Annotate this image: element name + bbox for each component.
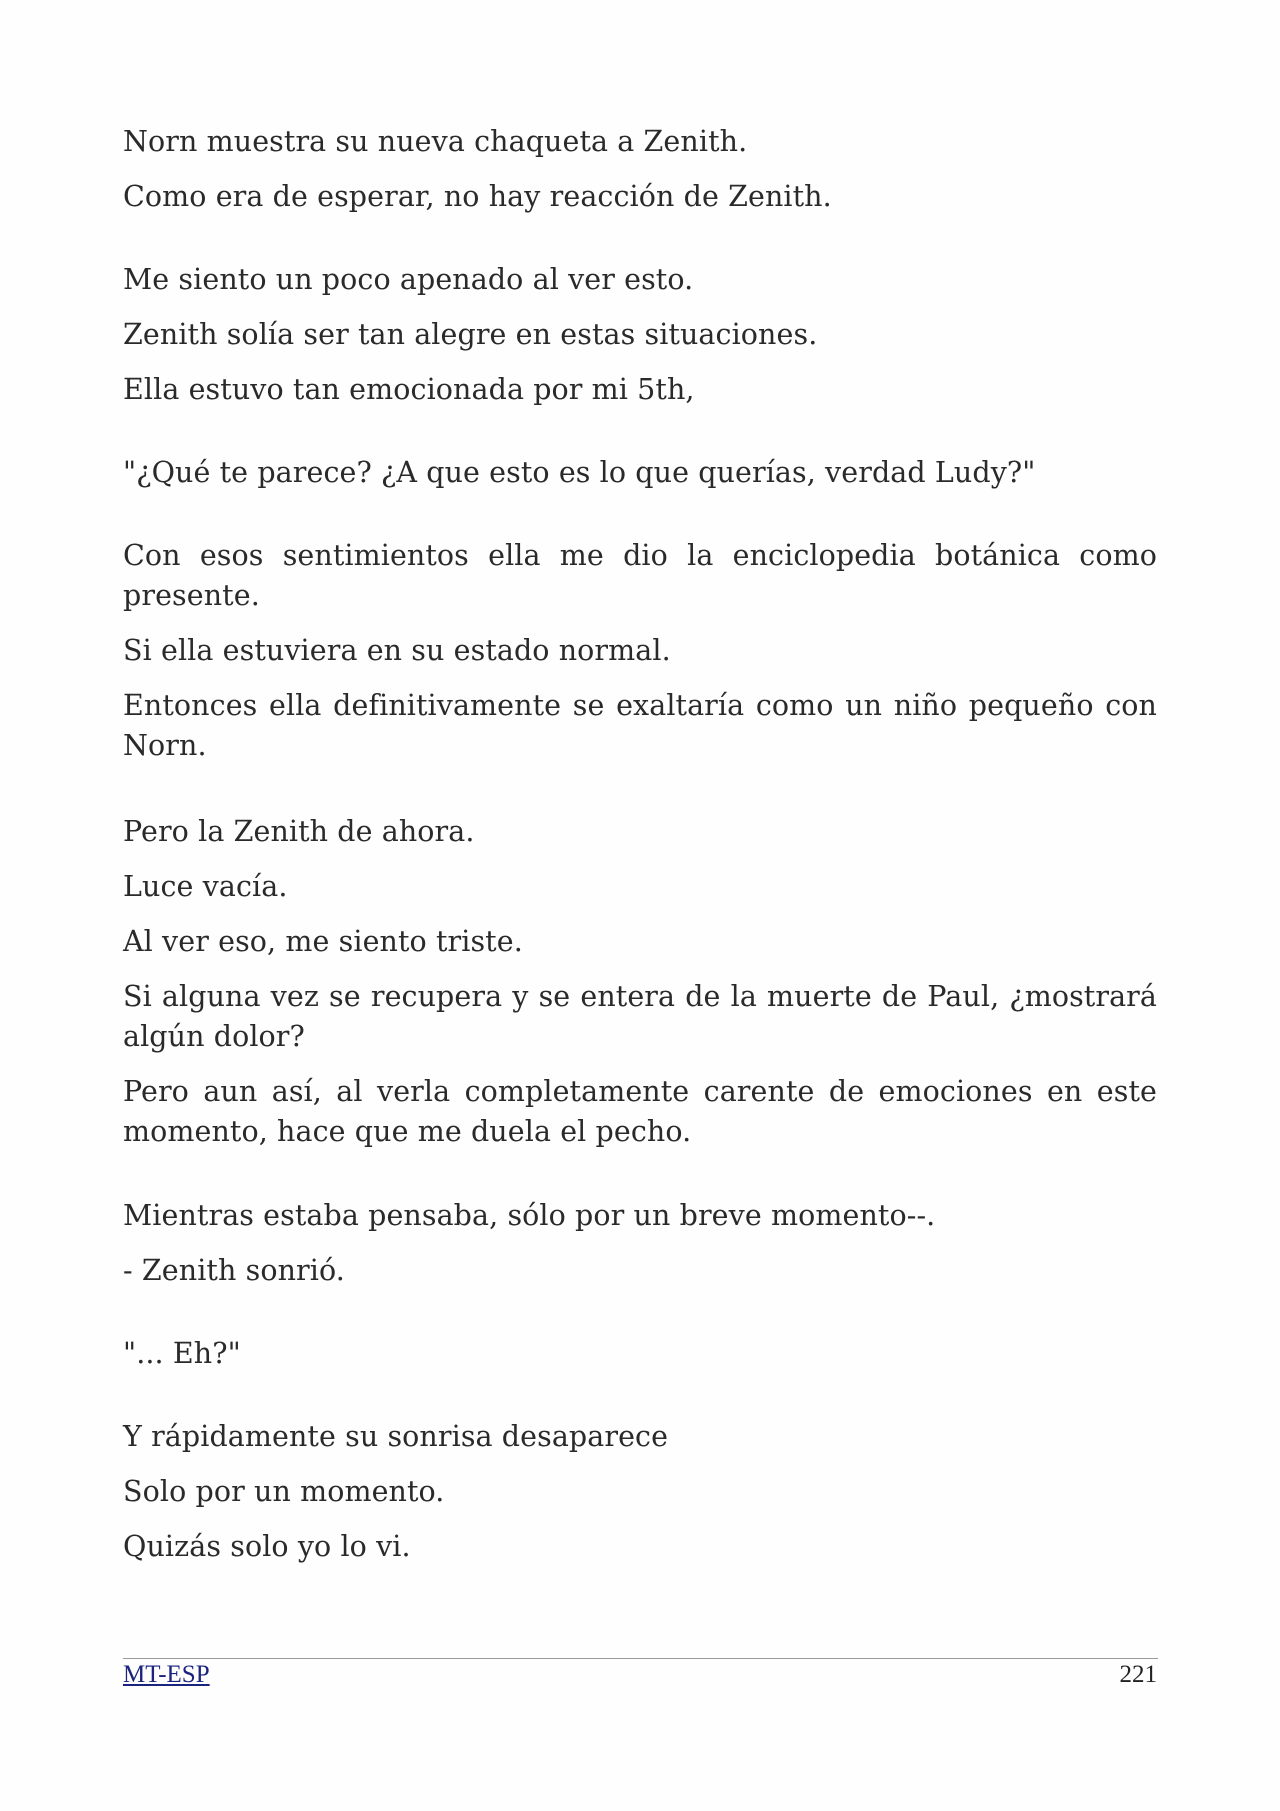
paragraph: Zenith solía ser tan alegre en estas situaciones. bbox=[123, 318, 818, 351]
footer-divider bbox=[123, 1658, 1158, 1659]
page-number: 221 bbox=[1119, 1661, 1157, 1688]
paragraph: Solo por un momento. bbox=[123, 1475, 445, 1508]
paragraph: Norn muestra su nueva chaqueta a Zenith. bbox=[123, 125, 748, 158]
paragraph: Al ver eso, me siento triste. bbox=[123, 925, 523, 958]
paragraph: Entonces ella definitivamente se exaltaría como un niño pequeño con Norn. bbox=[123, 689, 1157, 762]
paragraph: Ella estuvo tan emocionada por mi 5th, bbox=[123, 373, 695, 406]
footer-link[interactable]: MT-ESP bbox=[123, 1661, 210, 1688]
paragraph: Si ella estuviera en su estado normal. bbox=[123, 634, 671, 667]
dialogue-line: "... Eh?" bbox=[123, 1337, 241, 1370]
paragraph: Quizás solo yo lo vi. bbox=[123, 1530, 411, 1563]
paragraph: Pero aun así, al verla completamente carente de emociones en este momento, hace que me duela el pecho. bbox=[123, 1075, 1157, 1148]
paragraph: Me siento un poco apenado al ver esto. bbox=[123, 263, 694, 296]
paragraph: Con esos sentimientos ella me dio la enciclopedia botánica como presente. bbox=[123, 539, 1157, 612]
paragraph: Mientras estaba pensaba, sólo por un breve momento--. bbox=[123, 1199, 936, 1232]
dialogue-line: "¿Qué te parece? ¿A que esto es lo que querías, verdad Ludy?" bbox=[123, 456, 1036, 489]
paragraph: Pero la Zenith de ahora. bbox=[123, 815, 475, 848]
paragraph: Y rápidamente su sonrisa desaparece bbox=[123, 1420, 669, 1453]
paragraph: - Zenith sonrió. bbox=[123, 1254, 345, 1287]
paragraph: Luce vacía. bbox=[123, 870, 288, 903]
paragraph: Si alguna vez se recupera y se entera de la muerte de Paul, ¿mostrará algún dolor? bbox=[123, 980, 1157, 1053]
paragraph: Como era de esperar, no hay reacción de Zenith. bbox=[123, 180, 832, 213]
